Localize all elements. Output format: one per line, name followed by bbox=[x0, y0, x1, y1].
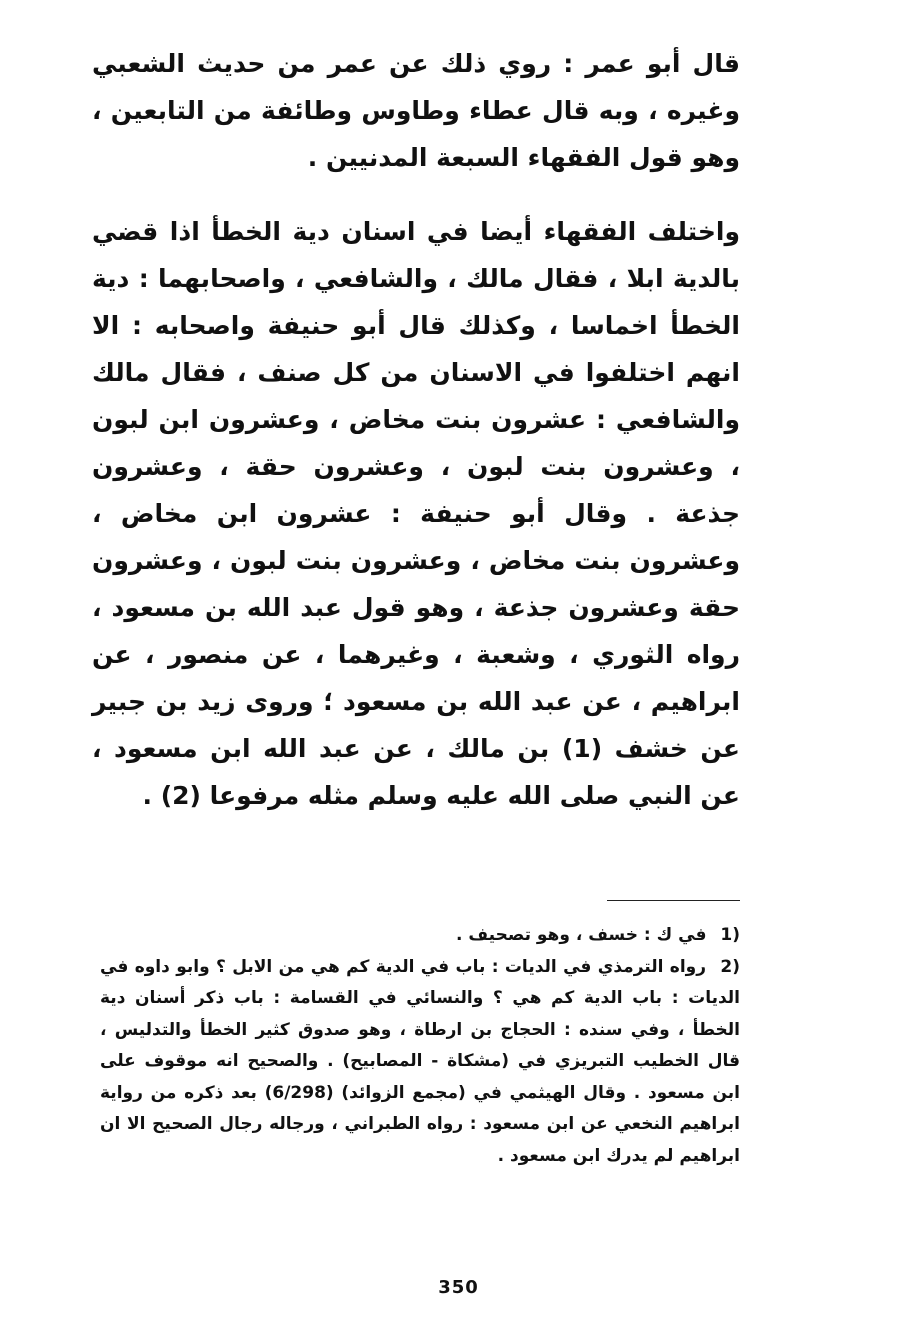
page-number: 350 bbox=[438, 1277, 479, 1298]
footnote-2 bbox=[100, 952, 740, 1173]
paragraph-1: قال أبو عمر : روي ذلك عن عمر من حديث الشعبي وغيره ، وبه قال عطاء وطاوس وطائفة من التابعين ، وهو قول الفقهاء السبعة المدنيين . bbox=[92, 49, 740, 172]
footnote-number: (2 bbox=[720, 956, 740, 977]
footnote-separator bbox=[607, 900, 740, 901]
footnote-number: (1 bbox=[720, 925, 740, 945]
footnote-text: في ك : خسف ، وهو تصحيف . bbox=[456, 925, 707, 945]
footnote-1 bbox=[100, 920, 740, 952]
paragraph-2: واختلف الفقهاء أيضا في اسنان دية الخطأ اذا قضي بالدية ابلا ، فقال مالك ، والشافعي ، واصحابهما : دية الخطأ اخماسا ، وكذلك قال أبو حنيفة واصحابه : الا انهم اختلفوا في الاسنان من كل صنف ، فقال مالك والشافعي : عشرون بنت مخاض ، وعشرون ابن لبون ، وعشرون بنت لبون ، وعشرون حقة ، وعشرون جذعة . وقال أبو حنيفة : عشرون ابن مخاض ، وعشرون بنت مخاض ، وعشرون بنت لبون ، وعشرون حقة وعشرون جذعة ، وهو قول عبد الله بن مسعود ، رواه الثوري ، وشعبة ، وغيرهما ، عن منصور ، عن ابراهيم ، عن عبد الله بن مسعود ؛ وروى زيد بن جبير عن خشف (1) بن مالك ، عن عبد الله ابن مسعود ، عن النبي صلى الله عليه وسلم مثله مرفوعا (2) . bbox=[92, 217, 741, 810]
footnote-text: رواه الترمذي في الديات : باب في الدية كم هي من الابل ؟ وابو داوه في الديات : باب الدية كم هي ؟ والنسائي في القسامة : باب ذكر أسنان دية الخطأ ، وفي سنده : الحجاج بن ارطاة ، وهو صدوق كثير الخطأ والتدليس ، قال الخطيب التبريزي في (مشكاة - المصابيح) . والصحيح انه موقوف على ابن مسعود . وقال الهيثمي في (مجمع الزوائد) (6/298) بعد ذكره من رواية ابراهيم النخعي عن ابن مسعود : رواه الطبراني ، ورجاله رجال الصحيح الا ان ابراهيم لم يدرك ابن مسعود . bbox=[100, 956, 740, 1166]
footnotes-list bbox=[100, 920, 740, 1172]
